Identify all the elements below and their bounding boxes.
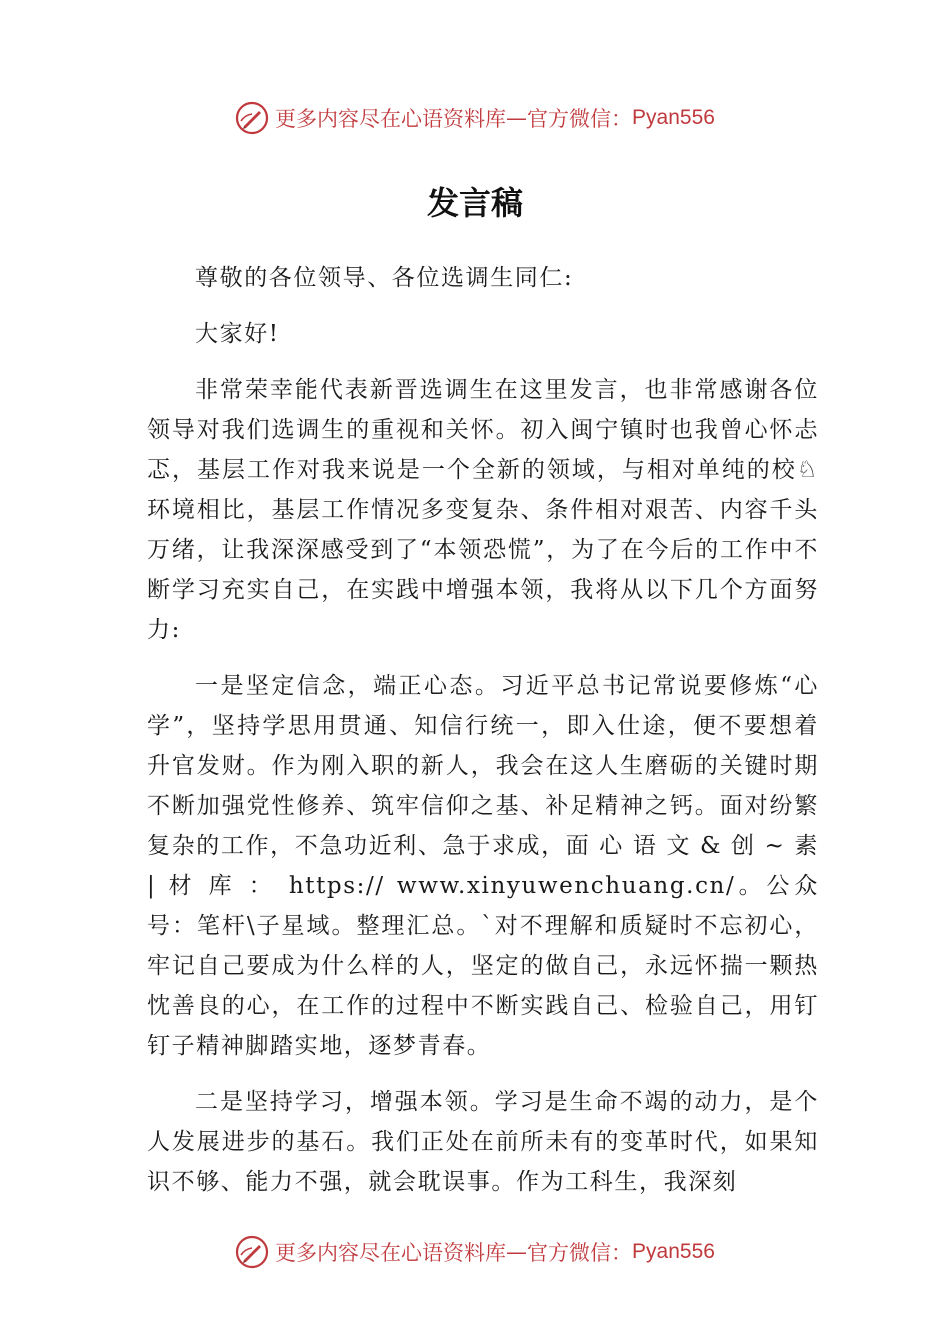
pen-logo-icon <box>235 101 269 135</box>
paragraph-intro: 非常荣幸能代表新晋选调生在这里发言，也非常感谢各位领导对我们选调生的重视和关怀。初入闽宁镇时也我曾心怀忐忑，基层工作对我来说是一个全新的领域，与相对单纯的校♘环境相比，基层工作情况多变复杂、条件相对艰苦、内容千头万绪，让我深深感受到了“本领恐慌”，为了在今后的工作中不断学习充实自己，在实践中增强本领，我将从以下几个方面努力: <box>147 377 819 643</box>
greeting: 大家好! <box>195 321 280 347</box>
paragraph-point-one: 一是坚定信念，端正心态。习近平总书记常说要修炼“心学”，坚持学思用贯通、知信行统一，即入仕途，便不要想着升官发财。作为刚入职的新人，我会在这人生磨砺的关键时期不断加强党性修养、筑牢信仰之基、补足精神之钙。面对纷繁复杂的工作，不急功近利、急于求成，面 心 语 文 & 创 ~ 素 | 材 库 ： https:// www.xinyuwenchuang.cn/。公众号：笔杆\子星域。整理汇总。`对不理解和质疑时不忘初心，牢记自己要成为什么样的人，坚定的做自己，永远怀揣一颗热忱善良的心，在工作的过程中不断实践自己、检验自己，用钉钉子精神脚踏实地，逐梦青春。 <box>147 673 819 1059</box>
banner-text: 更多内容尽在心语资料库 <box>275 1241 507 1265</box>
paragraph-point-two: 二是坚持学习，增强本领。学习是生命不竭的动力，是个人发展进步的基石。我们正处在前所未有的变革时代，如果知识不够、能力不强，就会耽误事。作为工科生，我深刻 <box>147 1089 819 1195</box>
header-banner <box>0 98 950 138</box>
banner-separator: — <box>506 1240 528 1264</box>
banner-separator: — <box>506 106 528 130</box>
document-title: 发言稿 <box>426 184 523 222</box>
banner-wechat-label: 官方微信： <box>527 107 633 131</box>
banner-wechat-id: Pyan556 <box>632 1240 715 1263</box>
banner-wechat-label: 官方微信： <box>527 1241 633 1265</box>
pen-logo-icon <box>235 1235 269 1269</box>
banner-text: 更多内容尽在心语资料库 <box>275 107 507 131</box>
salutation: 尊敬的各位领导、各位选调生同仁: <box>195 265 574 291</box>
footer-banner <box>0 1232 950 1272</box>
document-body <box>147 258 819 1202</box>
banner-wechat-id: Pyan556 <box>632 106 715 129</box>
